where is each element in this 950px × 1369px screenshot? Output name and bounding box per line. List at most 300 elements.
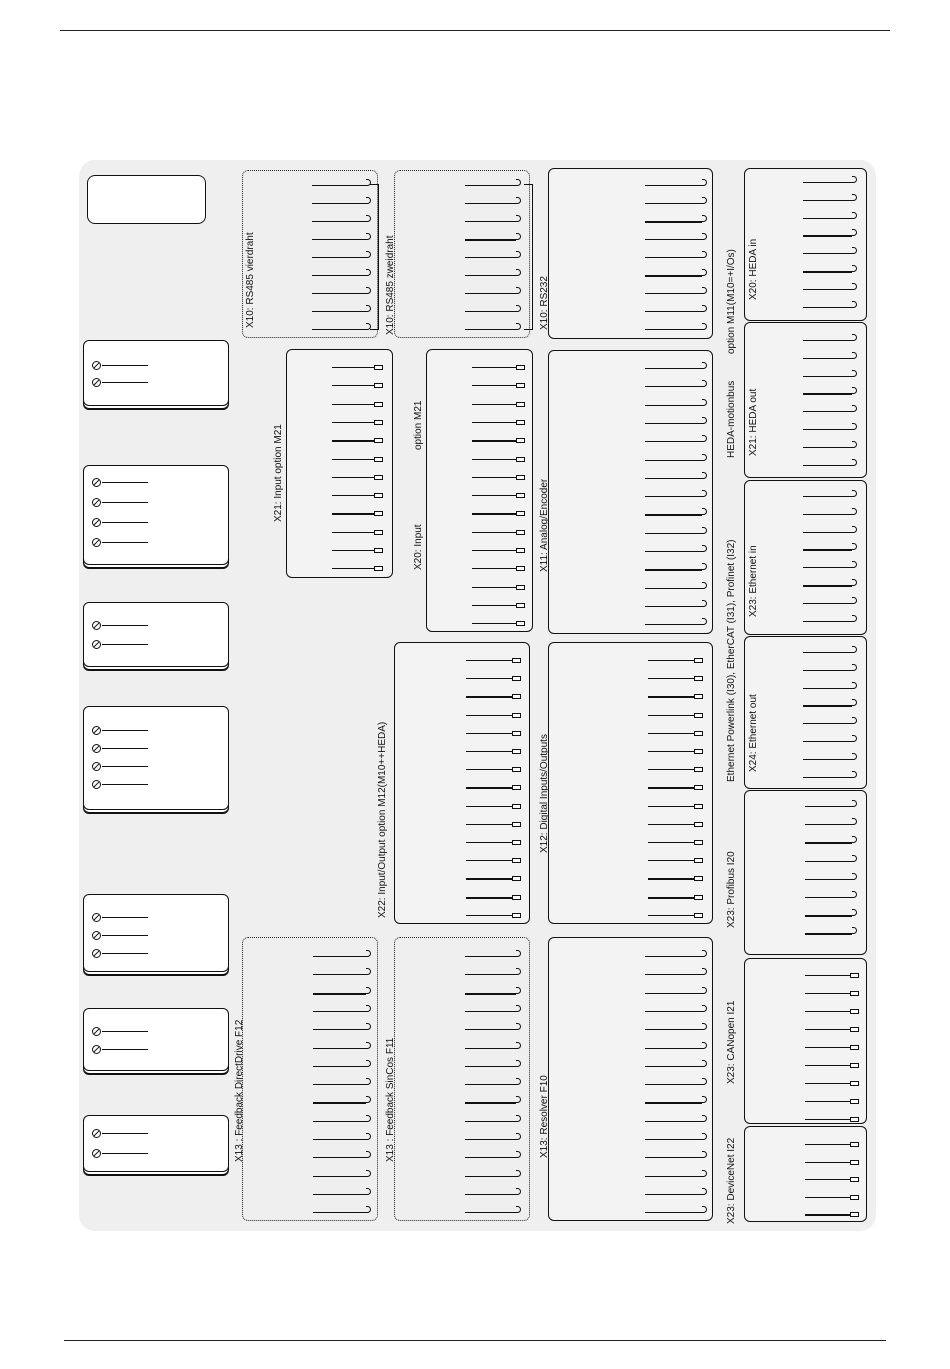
pin-line — [466, 660, 512, 661]
pin-hook — [702, 1170, 707, 1177]
screw-terminal-icon — [92, 726, 101, 735]
pin-hook — [702, 454, 707, 461]
pin-terminal — [850, 1142, 859, 1147]
pin-terminal — [516, 621, 525, 626]
plug-connector-6 — [83, 1008, 229, 1071]
x11-analog-encoder-box — [548, 350, 713, 634]
rs232-link-stub — [524, 184, 533, 185]
pin-line — [465, 203, 516, 204]
pin-line — [312, 239, 366, 240]
pin-terminal — [850, 1045, 859, 1050]
pin-line — [465, 329, 516, 330]
pin-line — [313, 956, 366, 957]
pin-line — [313, 1102, 366, 1103]
pin-line — [465, 257, 516, 258]
pin-line — [465, 1194, 516, 1195]
pin-hook — [366, 1042, 371, 1049]
pin-line — [645, 1011, 702, 1012]
pin-line — [465, 974, 516, 975]
pin-terminal — [850, 1027, 859, 1032]
pin-line — [805, 897, 852, 898]
plug-connector-3 — [83, 602, 229, 667]
pin-line — [312, 203, 366, 204]
rs232-link-bar — [532, 184, 533, 330]
screw-terminal-icon — [92, 498, 101, 507]
pin-line — [648, 715, 694, 716]
pin-line — [645, 311, 702, 312]
pin-line — [805, 975, 850, 976]
pin-line — [803, 777, 852, 778]
pin-terminal — [374, 548, 383, 553]
pin-terminal — [694, 785, 703, 790]
pin-terminal — [512, 876, 521, 881]
plug-wire — [102, 1153, 148, 1154]
x23-ethernet-in-box — [744, 480, 867, 635]
pin-terminal — [512, 731, 521, 736]
pin-line — [803, 218, 852, 219]
pin-terminal — [694, 858, 703, 863]
pin-line — [472, 513, 516, 514]
pin-line — [803, 514, 852, 515]
plug-wire — [102, 917, 148, 918]
pin-line — [465, 1139, 516, 1140]
pin-line — [645, 460, 702, 461]
plug-wire — [102, 542, 148, 543]
pin-line — [332, 440, 374, 442]
pin-terminal — [512, 694, 521, 699]
plug-wire — [102, 502, 148, 503]
plug-wire — [102, 365, 148, 366]
x24-ethernet-out-box — [744, 636, 867, 789]
pin-terminal — [374, 511, 383, 516]
pin-terminal — [516, 402, 525, 407]
plug-wire — [102, 1031, 148, 1032]
pin-line — [313, 1157, 366, 1158]
pin-terminal — [850, 1212, 859, 1217]
pin-line — [645, 1157, 702, 1158]
pin-line — [645, 1029, 702, 1030]
pin-terminal — [850, 1160, 859, 1165]
pin-hook — [702, 987, 707, 994]
pin-line — [803, 723, 852, 724]
pin-line — [312, 293, 366, 294]
pin-terminal — [374, 475, 383, 480]
pin-line — [466, 769, 512, 770]
pin-line — [312, 311, 366, 312]
pin-line — [805, 1179, 850, 1180]
pin-terminal — [694, 749, 703, 754]
pin-terminal — [516, 566, 525, 571]
x13-resolver-label: X13: Resolver F10 — [539, 1075, 550, 1158]
pin-line — [465, 1121, 516, 1122]
pin-hook — [516, 1170, 521, 1177]
screw-terminal-icon — [92, 361, 101, 370]
pin-line — [803, 411, 852, 412]
pin-line — [803, 759, 852, 760]
pin-line — [803, 200, 852, 201]
screw-terminal-icon — [92, 1129, 101, 1138]
pin-line — [466, 715, 512, 716]
screw-terminal-icon — [92, 744, 101, 753]
pin-terminal — [850, 1195, 859, 1200]
pin-line — [648, 878, 694, 879]
screw-terminal-icon — [92, 378, 101, 387]
pin-terminal — [694, 731, 703, 736]
pin-line — [645, 1084, 702, 1085]
x20-heda-in-box — [744, 168, 867, 321]
screw-terminal-icon — [92, 640, 101, 649]
screw-terminal-icon — [92, 762, 101, 771]
pin-line — [645, 1121, 702, 1122]
pin-line — [648, 897, 694, 899]
pin-terminal — [374, 566, 383, 571]
pin-terminal — [850, 1099, 859, 1104]
pin-terminal — [516, 457, 525, 462]
pin-line — [805, 1029, 850, 1030]
pin-line — [803, 307, 852, 308]
pin-line — [466, 787, 512, 788]
pin-line — [312, 185, 366, 186]
pin-line — [803, 465, 852, 466]
plug-connector-2 — [83, 465, 229, 565]
pin-terminal — [694, 804, 703, 809]
pin-hook — [702, 399, 707, 406]
pin-terminal — [512, 713, 521, 718]
pin-hook — [366, 1115, 371, 1122]
pin-terminal — [516, 365, 525, 370]
pin-line — [645, 624, 702, 625]
pin-line — [645, 329, 702, 330]
x20-option-label: option M21 — [413, 400, 424, 450]
pin-terminal — [850, 1177, 859, 1182]
pin-line — [466, 842, 512, 843]
pin-terminal — [512, 676, 521, 681]
pin-terminal — [694, 913, 703, 918]
pin-line — [466, 878, 512, 879]
pin-line — [645, 257, 702, 258]
pin-line — [803, 182, 852, 183]
pin-line — [803, 549, 852, 550]
pin-terminal — [512, 804, 521, 809]
pin-terminal — [374, 420, 383, 425]
pin-line — [805, 1083, 850, 1084]
pin-line — [645, 1176, 702, 1177]
pin-line — [645, 551, 702, 552]
x24-eth-out-label: X24: Ethernet out — [748, 694, 759, 772]
x12-label: X12: Digital Inputs/Outputs — [539, 734, 550, 853]
pin-line — [645, 1194, 702, 1195]
x23-profibus-label: X23: Profibus I20 — [726, 851, 737, 928]
pin-line — [645, 606, 702, 607]
pin-line — [805, 915, 852, 917]
pin-terminal — [516, 511, 525, 516]
pin-line — [332, 404, 374, 405]
pin-line — [472, 477, 516, 478]
pin-line — [648, 806, 694, 807]
plug-wire — [102, 1049, 148, 1050]
pin-line — [645, 1212, 702, 1213]
pin-line — [645, 514, 702, 515]
pin-line — [645, 203, 702, 204]
x10-rs485-zweidraht-box — [394, 170, 530, 338]
pin-hook — [852, 370, 857, 377]
pin-line — [805, 1162, 850, 1163]
screw-terminal-icon — [92, 1027, 101, 1036]
pin-line — [465, 221, 516, 222]
x10-rs232-box — [548, 168, 713, 339]
pin-hook — [702, 1115, 707, 1122]
pin-line — [645, 569, 702, 571]
pin-line — [803, 358, 852, 359]
pin-line — [313, 993, 366, 995]
pin-line — [645, 533, 702, 534]
pin-hook — [852, 526, 857, 533]
pin-line — [472, 404, 516, 405]
pin-line — [645, 386, 702, 387]
pin-terminal — [516, 530, 525, 535]
pin-line — [645, 441, 702, 442]
pin-line — [648, 915, 694, 916]
pin-line — [465, 1212, 516, 1213]
pin-terminal — [374, 493, 383, 498]
screw-terminal-icon — [92, 949, 101, 958]
x23-devicenet-box — [744, 1126, 867, 1222]
pin-line — [313, 1029, 366, 1030]
pin-terminal — [512, 895, 521, 900]
pin-terminal — [374, 365, 383, 370]
plug-connector-4 — [83, 706, 229, 810]
pin-line — [805, 1065, 850, 1066]
pin-hook — [852, 212, 857, 219]
plug-wire — [102, 748, 148, 749]
pin-line — [805, 1144, 850, 1145]
pin-line — [466, 696, 512, 697]
pin-line — [332, 532, 374, 533]
pin-line — [805, 1101, 850, 1102]
pin-line — [312, 275, 366, 276]
pin-line — [465, 956, 516, 957]
pin-line — [805, 993, 850, 994]
pin-hook — [852, 771, 857, 778]
pin-terminal — [512, 913, 521, 918]
pin-terminal — [516, 603, 525, 608]
x10-rs485-vierdraht-box — [242, 170, 378, 338]
pin-terminal — [374, 530, 383, 535]
pin-terminal — [512, 785, 521, 790]
pin-line — [803, 532, 852, 533]
pin-terminal — [694, 895, 703, 900]
pin-line — [803, 496, 852, 497]
pin-terminal — [850, 973, 859, 978]
pin-terminal — [374, 457, 383, 462]
plug-wire — [102, 482, 148, 483]
pin-line — [465, 185, 516, 186]
plug-wire — [102, 1133, 148, 1134]
x22-label: X22: Input/Output option M12(M10++HEDA) — [377, 721, 388, 918]
pin-line — [466, 915, 512, 916]
pin-hook — [702, 1042, 707, 1049]
pin-line — [312, 329, 366, 330]
plug-wire — [102, 784, 148, 785]
pin-line — [472, 440, 516, 442]
plug-wire — [102, 625, 148, 626]
pin-line — [645, 293, 702, 294]
pin-line — [465, 1029, 516, 1030]
pin-line — [332, 550, 374, 551]
pin-line — [803, 235, 852, 236]
pin-line — [466, 678, 512, 679]
pin-line — [805, 933, 852, 934]
pin-line — [648, 660, 694, 661]
screw-terminal-icon — [92, 931, 101, 940]
pin-hook — [516, 1042, 521, 1049]
rs485-link-stub — [370, 329, 379, 330]
pin-line — [472, 385, 516, 386]
pin-line — [805, 806, 852, 807]
x12-digital-io-box — [548, 642, 713, 924]
pin-line — [803, 621, 852, 622]
pin-line — [803, 567, 852, 568]
x23-profibus-box — [744, 790, 867, 955]
pin-line — [465, 1176, 516, 1177]
pin-line — [465, 1102, 516, 1103]
pin-hook — [702, 527, 707, 534]
pin-line — [803, 271, 852, 273]
pin-line — [645, 185, 702, 186]
screw-terminal-icon — [92, 1045, 101, 1054]
x10-rs232-label: X10: RS232 — [539, 276, 550, 330]
pin-line — [465, 275, 516, 276]
pin-terminal — [850, 1117, 859, 1122]
plug-wire — [102, 953, 148, 954]
pin-hook — [852, 615, 857, 622]
pin-line — [648, 696, 694, 697]
plug-connector-1 — [83, 340, 229, 406]
pin-line — [645, 993, 702, 994]
pin-line — [332, 422, 374, 423]
pin-line — [645, 221, 702, 223]
pin-line — [472, 605, 516, 606]
screw-terminal-icon — [92, 538, 101, 547]
pin-line — [472, 568, 516, 569]
pin-terminal — [850, 1009, 859, 1014]
rs485-link-bar — [378, 184, 379, 330]
pin-hook — [516, 1115, 521, 1122]
pin-line — [465, 1011, 516, 1012]
x13-directdrive-label: X13 : Feedback DirectDrive F12 — [234, 1019, 245, 1162]
rs485-link-stub — [370, 184, 379, 185]
pin-line — [466, 733, 512, 734]
pin-line — [332, 385, 374, 386]
x13-feedback-directdrive-box — [242, 937, 378, 1221]
pin-line — [466, 806, 512, 807]
x23-canopen-label: X23: CANopen I21 — [726, 1000, 737, 1084]
pin-line — [803, 688, 852, 689]
pin-hook — [702, 582, 707, 589]
pin-line — [645, 1066, 702, 1067]
pin-line — [805, 1214, 850, 1215]
pin-line — [803, 670, 852, 671]
pin-line — [472, 550, 516, 551]
pin-line — [313, 1176, 366, 1177]
pin-line — [645, 1048, 702, 1049]
pin-terminal — [512, 767, 521, 772]
pin-terminal — [850, 1063, 859, 1068]
pin-line — [313, 1066, 366, 1067]
pin-line — [472, 422, 516, 423]
pin-line — [465, 311, 516, 312]
screw-terminal-icon — [92, 780, 101, 789]
pin-terminal — [512, 858, 521, 863]
pin-hook — [852, 855, 857, 862]
x22-input-output-box — [394, 642, 530, 924]
x10-vierdraht-label: X10: RS485 vierdraht — [245, 232, 256, 328]
pin-line — [645, 1139, 702, 1140]
pin-line — [465, 993, 516, 995]
pin-line — [645, 974, 702, 975]
plug-wire — [102, 766, 148, 767]
pin-line — [332, 367, 374, 368]
pin-line — [472, 623, 516, 624]
pin-line — [805, 842, 852, 843]
x23-eth-in-label: X23: Ethernet in — [748, 545, 759, 617]
pin-terminal — [694, 658, 703, 663]
x13-feedback-sincos-box — [394, 937, 530, 1221]
pin-terminal — [694, 694, 703, 699]
pin-line — [472, 367, 516, 368]
pin-hook — [852, 301, 857, 308]
pin-line — [472, 587, 516, 588]
pin-terminal — [516, 383, 525, 388]
plug-connector-7 — [83, 1115, 229, 1172]
pin-terminal — [374, 383, 383, 388]
pin-line — [645, 496, 702, 497]
pin-terminal — [694, 876, 703, 881]
col-ethernet-label: Ethernet Powerlink (I30), EtherCAT (I31), Profinet (I32) — [726, 539, 737, 782]
pin-line — [805, 861, 852, 862]
pin-terminal — [516, 585, 525, 590]
display-block — [87, 175, 206, 224]
top-rule — [60, 30, 890, 31]
screw-terminal-icon — [92, 518, 101, 527]
pin-line — [332, 495, 374, 496]
pin-line — [313, 1139, 366, 1140]
pin-terminal — [516, 548, 525, 553]
rs232-link-stub — [524, 329, 533, 330]
pin-line — [465, 1157, 516, 1158]
pin-line — [645, 405, 702, 406]
pin-line — [805, 1119, 850, 1120]
pin-hook — [366, 1170, 371, 1177]
screw-terminal-icon — [92, 1149, 101, 1158]
pin-line — [472, 495, 516, 496]
pin-line — [465, 293, 516, 294]
pin-terminal — [694, 676, 703, 681]
pin-terminal — [516, 420, 525, 425]
pin-line — [645, 368, 702, 369]
screw-terminal-icon — [92, 478, 101, 487]
col-m11-label: option M11(M10=+I/Os) — [726, 249, 737, 354]
pin-line — [332, 568, 374, 569]
pin-line — [803, 705, 852, 706]
pin-line — [465, 1084, 516, 1085]
pin-line — [648, 842, 694, 843]
pin-line — [313, 1194, 366, 1195]
pin-line — [313, 1121, 366, 1122]
pin-line — [803, 447, 852, 448]
pin-line — [803, 393, 852, 394]
plug-wire — [102, 522, 148, 523]
